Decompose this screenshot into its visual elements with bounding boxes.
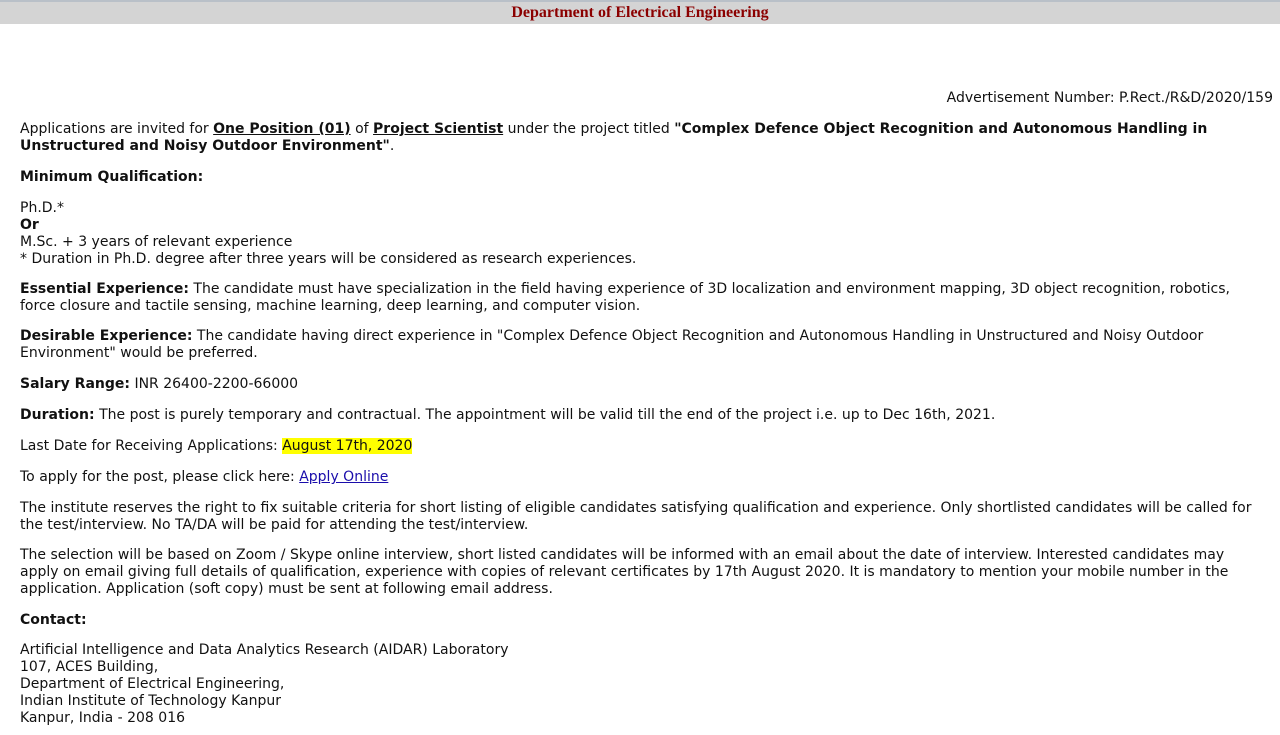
project-title: "Complex Defence Object Recognition and Autonomous Handling in Unstructured and Noisy Outdoor Environment" <box>20 121 1208 154</box>
apply-label: To apply for the post, please click here: <box>20 469 300 485</box>
address-line: Indian Institute of Technology Kanpur <box>20 693 281 709</box>
salary-label: Salary Range: <box>20 376 130 392</box>
salary-range <box>20 376 1260 393</box>
advertisement-number: Advertisement Number: P.Rect./R&D/2020/159 <box>946 90 1273 106</box>
reserve-rights-paragraph: The institute reserves the right to fix suitable criteria for short listing of eligible candidates satisfying qualification and experience. Only shortlisted candidates will be called for the test/interview. No TA/DA will be paid for attending the test/interview. <box>20 500 1252 533</box>
selection-paragraph: The selection will be based on Zoom / Skype online interview, short listed candidates will be informed with an email about the date of interview. Interested candidates may apply on email giving full details of qualification, experience with copies of relevant certificates by 17th August 2020. It is mandatory to mention your mobile number in the application. Application (soft copy) must be sent at following email address. <box>20 547 1229 597</box>
duration-label: Duration: <box>20 407 95 423</box>
last-date-label: Last Date for Receiving Applications: <box>20 438 283 454</box>
essential-text: The candidate must have specialization in the field having experience of 3D localization and environment mapping, 3D object recognition, robotics, force closure and tactile sensing, machine learning, deep learning, and computer vision. <box>20 281 1230 314</box>
intro-of: of <box>350 121 374 137</box>
address-line: Department of Electrical Engineering, <box>20 676 285 692</box>
intro-prefix: Applications are invited for <box>20 121 214 137</box>
duration-text: The post is purely temporary and contractual. The appointment will be valid till the end of the project i.e. up to Dec 16th, 2021. <box>94 407 996 423</box>
header-bar <box>0 0 1280 24</box>
salary-value: INR 26400-2200-66000 <box>130 376 299 392</box>
intro-middle: under the project titled <box>503 121 675 137</box>
positions-count: One Position (01) <box>213 121 351 137</box>
intro-paragraph <box>20 121 1260 155</box>
apply-line <box>20 469 1260 486</box>
address-line: Kanpur, India - 208 016 <box>20 710 186 726</box>
qualification-note: * Duration in Ph.D. degree after three years will be considered as research experiences. <box>20 251 637 267</box>
qualification-phd: Ph.D.* <box>20 200 64 216</box>
desirable-label: Desirable Experience: <box>20 328 193 344</box>
qualification-or: Or <box>20 217 39 233</box>
desirable-text: The candidate having direct experience in "Complex Defence Object Recognition and Autonomous Handling in Unstructured and Noisy Outdoor Environment" would be preferred. <box>20 328 1204 361</box>
address-line: Artificial Intelligence and Data Analytics Research (AIDAR) Laboratory <box>20 642 509 658</box>
contact-address <box>20 642 1260 727</box>
intro-suffix: . <box>389 138 395 154</box>
last-date-value: August 17th, 2020 <box>282 438 413 454</box>
contact-heading: Contact: <box>20 612 87 628</box>
department-title: Department of Electrical Engineering <box>511 4 769 21</box>
role-title: Project Scientist <box>373 121 504 137</box>
qualification-msc: M.Sc. + 3 years of relevant experience <box>20 234 293 250</box>
min-qualification-heading: Minimum Qualification: <box>20 169 204 185</box>
essential-label: Essential Experience: <box>20 281 189 297</box>
duration <box>20 407 1260 424</box>
last-date <box>20 438 1260 455</box>
qualification-list <box>20 200 1260 268</box>
essential-experience <box>20 281 1260 315</box>
address-line: 107, ACES Building, <box>20 659 159 675</box>
apply-online-link[interactable]: Apply Online <box>299 469 389 485</box>
desirable-experience <box>20 328 1260 362</box>
